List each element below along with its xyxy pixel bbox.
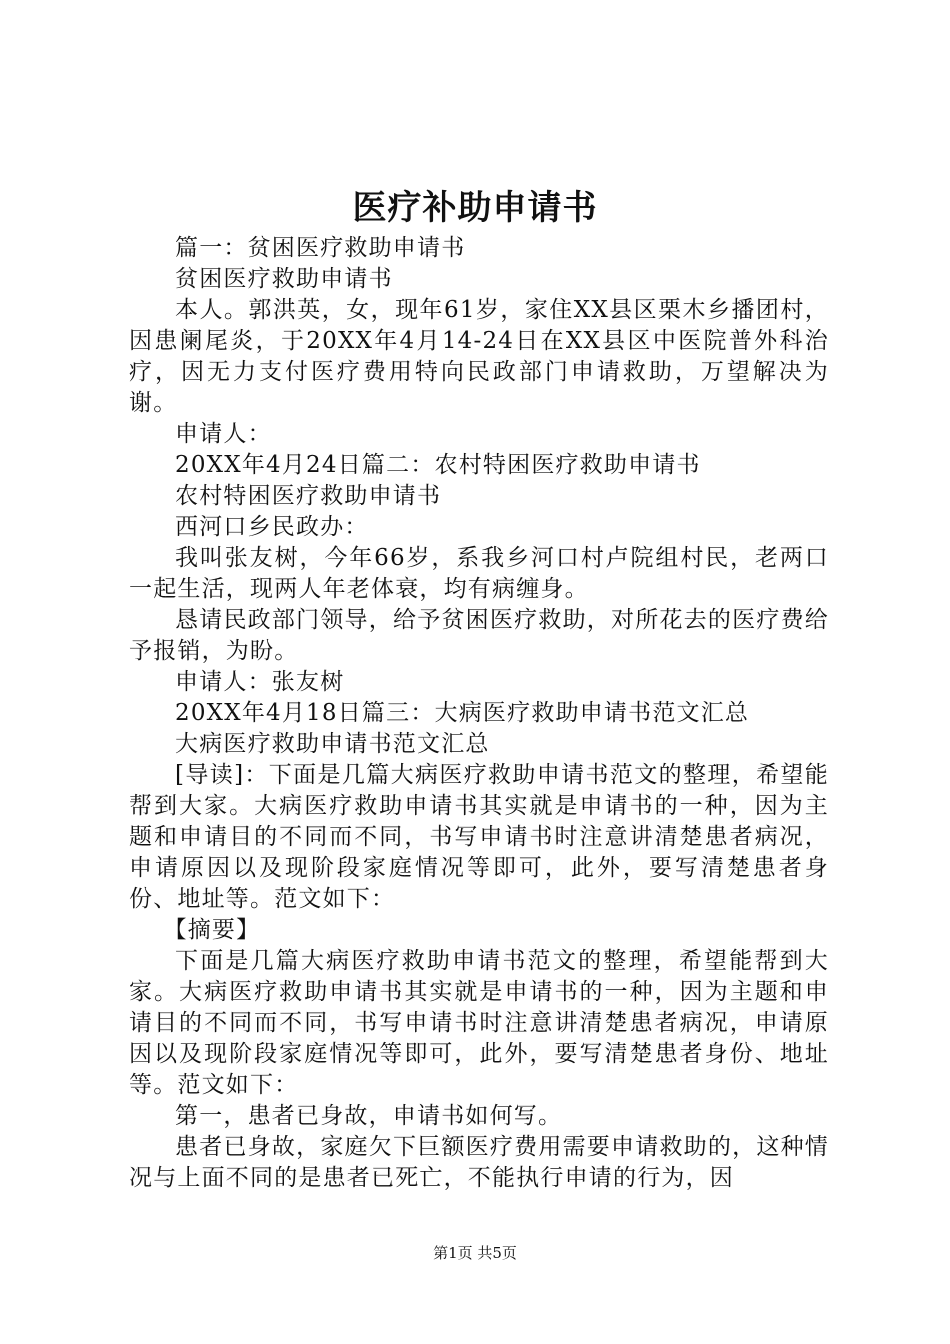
paragraph: 篇一：贫困医疗救助申请书 <box>175 235 466 261</box>
paragraph: 20XX年4月24日篇二：农村特困医疗救助申请书 <box>175 452 701 478</box>
paragraph: 申请人：张友树 <box>175 669 345 695</box>
page-indicator: 第1页 共5页 <box>433 1244 517 1262</box>
paragraph: 农村特困医疗救助申请书 <box>175 483 442 509</box>
paragraph: 下面是几篇大病医疗救助申请书范文的整理，希望能帮到大家。大病医疗救助申请书其实就是申请书的一种，因为主题和申请目的不同而不同，书写申请书时注意讲清楚患者病况，申请原因以及现阶段家庭情况等即可，此外，要写清楚患者身份、地址等。范文如下： <box>129 948 829 1098</box>
paragraph: 20XX年4月18日篇三：大病医疗救助申请书范文汇总 <box>175 700 750 726</box>
paragraph: 大病医疗救助申请书范文汇总 <box>175 731 490 757</box>
paragraph: 我叫张友树，今年66岁，系我乡河口村卢院组村民，老两口一起生活，现两人年老体衰，均有病缠身。 <box>129 545 829 602</box>
document-body <box>129 233 829 1194</box>
paragraph: 贫困医疗救助申请书 <box>175 266 393 292</box>
paragraph: 本人。郭洪英，女，现年61岁，家住XX县区栗木乡播团村，因患阑尾炎，于20XX年4月14-24日在XX县区中医院普外科治疗，因无力支付医疗费用特向民政部门申请救助，万望解决为谢。 <box>129 297 829 416</box>
paragraph: 西河口乡民政办： <box>175 514 369 540</box>
paragraph: 申请人： <box>175 421 272 447</box>
paragraph: [导读]：下面是几篇大病医疗救助申请书范文的整理，希望能帮到大家。大病医疗救助申请书其实就是申请书的一种，因为主题和申请目的不同而不同，书写申请书时注意讲清楚患者病况，申请原因以及现阶段家庭情况等即可，此外，要写清楚患者身份、地址等。范文如下： <box>129 762 829 912</box>
section-heading: 【摘要】 <box>163 917 261 943</box>
paragraph: 恳请民政部门领导，给予贫困医疗救助，对所花去的医疗费给予报销，为盼。 <box>129 607 829 664</box>
paragraph: 患者已身故，家庭欠下巨额医疗费用需要申请救助的，这种情况与上面不同的是患者已死亡，不能执行申请的行为，因 <box>129 1134 829 1191</box>
paragraph: 第一，患者已身故，申请书如何写。 <box>175 1103 563 1129</box>
document-title: 医疗补助申请书 <box>352 188 598 228</box>
